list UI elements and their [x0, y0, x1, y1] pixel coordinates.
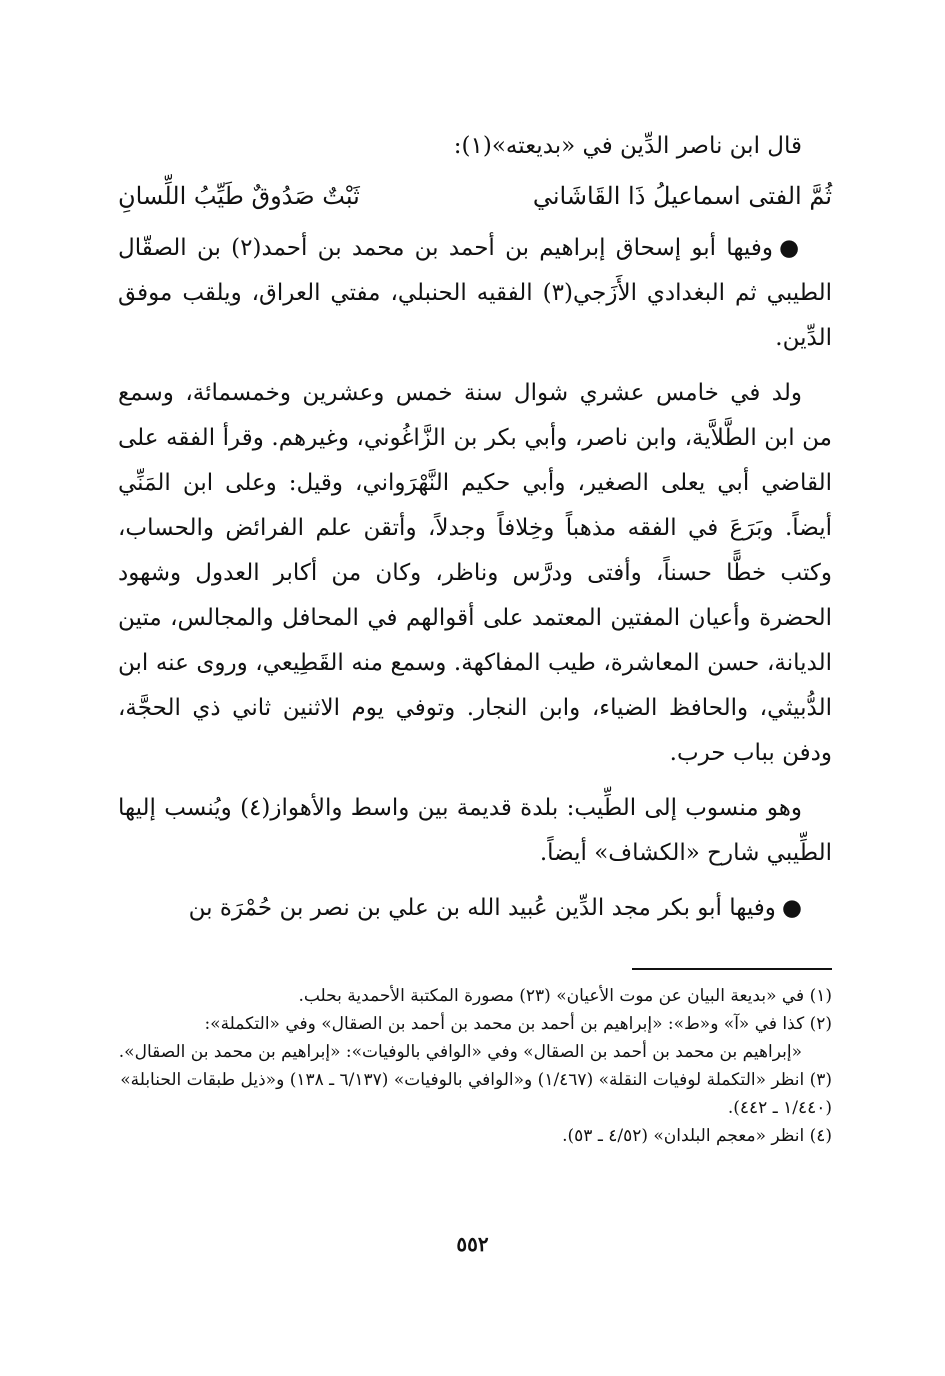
verse-line	[118, 176, 832, 216]
paragraph-ibrahim-intro	[118, 226, 832, 361]
footnote-2: (٢) كذا في «آ» و«ط»: «إبراهيم بن أحمد بن محمد بن أحمد بن الصقال» وفي «التكملة»:	[204, 1014, 832, 1034]
page-number: ٥٥٢	[456, 1232, 489, 1256]
footnote-divider	[632, 968, 832, 970]
paragraph-text: وهو منسوب إلى الطِّيب: بلدة قديمة بين واسط والأهواز(٤) ويُنسب إليها الطِّيبي شارح «الكشاف» أيضاً.	[118, 795, 832, 866]
intro-line: قال ابن ناصر الدِّين في «بديعته»(١):	[453, 133, 802, 159]
main-text	[118, 128, 832, 941]
verse-hemistich-1: ثُمَّ الفتى اسماعيلُ ذَا القَاشَاني	[532, 182, 832, 210]
bullet-icon: ●	[778, 235, 802, 261]
paragraph-text: وفيها أبو إسحاق إبراهيم بن أحمد بن محمد بن أحمد(٢) بن الصقّال الطيبي ثم البغدادي الأَزَجي(٣) الفقيه الحنبلي، مفتي العراق، ويلقب موفق الدِّين.	[118, 235, 832, 351]
paragraph-biography	[118, 371, 832, 776]
paragraph-text: وفيها أبو بكر مجد الدِّين عُبيد الله بن علي بن نصر بن حُمْرَة بن	[188, 895, 776, 921]
paragraph-text: ولد في خامس عشري شوال سنة خمس وعشرين وخمسمائة، وسمع من ابن الطَّلاَّية، وابن ناصر، وأبي بكر بن الزَّاغُوني، وغيرهم. وقرأ الفقه على القاضي أبي يعلى الصغير، وأبي حكيم النَّهْرَواني، وقيل: وعلى ابن المَنِّي أيضاً. وبَرَعَ في الفقه مذهباً وخِلافاً وجدلاً، وأتقن علم الفرائض والحساب، وكتب خطًّا حسناً، وأفتى ودرَّس وناظر، وكان من أكابر العدول وشهود الحضرة وأعيان المفتين المعتمد على أقوالهم في المحافل والمجالس، متين الديانة، حسن المعاشرة، طيب المفاكهة. وسمع منه القَطِيعي، وروى عنه ابن الدُّبيثي، والحافظ الضياء، وابن النجار. وتوفي يوم الاثنين ثاني ذي الحجَّة، ودفن بباب حرب.	[118, 380, 832, 766]
footnotes	[118, 982, 832, 1150]
paragraph-ubaydallah	[118, 886, 832, 931]
footnote-3: (٣) انظر «التكملة لوفيات النقلة» (١/٤٦٧) و«الوافي بالوفيات» (٦/١٣٧ ـ ١٣٨) و«ذيل طبقات الحنابلة» (١/٤٤٠ ـ ٤٤٢).	[120, 1070, 832, 1118]
bullet-icon: ●	[781, 895, 802, 921]
footnote-2-continued: «إبراهيم بن محمد بن أحمد بن الصقال» وفي «الوافي بالوفيات»: «إبراهيم بن محمد بن الصقال».	[118, 1042, 802, 1062]
footnote-1: (١) في «بديعة البيان عن موت الأعيان» (٢٣) مصورة المكتبة الأحمدية بحلب.	[298, 986, 832, 1006]
paragraph-nisba	[118, 786, 832, 876]
verse-hemistich-2: ثَبْتٌ صَدُوقٌ طَيِّبُ اللِّسانِ	[118, 182, 360, 210]
footnote-4: (٤) انظر «معجم البلدان» (٤/٥٢ ـ ٥٣).	[562, 1126, 832, 1146]
